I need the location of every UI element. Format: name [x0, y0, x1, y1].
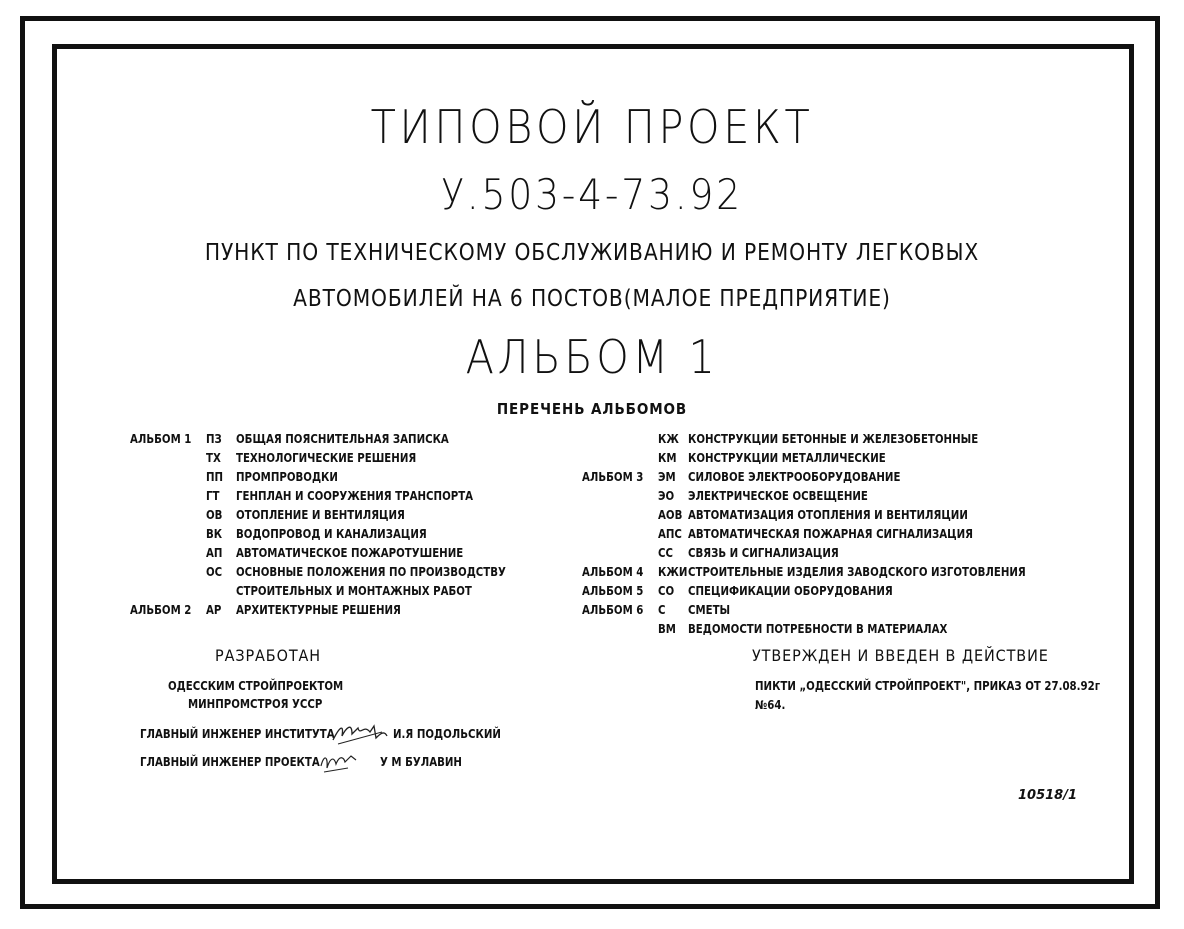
section-description: СПЕЦИФИКАЦИИ ОБОРУДОВАНИЯ	[688, 584, 893, 598]
section-description: АВТОМАТИЧЕСКАЯ ПОЖАРНАЯ СИГНАЛИЗАЦИЯ	[688, 527, 974, 541]
section-code: ЭМ	[658, 470, 676, 484]
album-label: АЛЬБОМ 5	[582, 584, 644, 598]
section-code: АП	[206, 546, 223, 560]
chief-engineer-institute-name: И.Я ПОДОЛЬСКИЙ	[393, 727, 501, 741]
signature-project-icon	[318, 748, 360, 776]
signature-institute-icon	[330, 718, 390, 748]
section-code: КЖИ	[658, 565, 688, 579]
section-code: ПЗ	[206, 432, 222, 446]
section-description: СМЕТЫ	[688, 603, 731, 617]
project-description-line2: АВТОМОБИЛЕЙ НА 6 ПОСТОВ(МАЛОЕ ПРЕДПРИЯТИЕ)	[293, 286, 891, 312]
section-description: ОСНОВНЫЕ ПОЛОЖЕНИЯ ПО ПРОИЗВОДСТВУ	[236, 565, 506, 579]
album-heading: АЛЬБОМ 1	[465, 330, 719, 384]
title-typical-project: ТИПОВОЙ ПРОЕКТ	[370, 100, 814, 154]
section-code: ГТ	[206, 489, 220, 503]
album-label: АЛЬБОМ 6	[582, 603, 644, 617]
album-label: АЛЬБОМ 2	[130, 603, 192, 617]
albums-list-title: ПЕРЕЧЕНЬ АЛЬБОМОВ	[496, 400, 688, 418]
section-code: ОВ	[206, 508, 223, 522]
section-description: АВТОМАТИЧЕСКОЕ ПОЖАРОТУШЕНИЕ	[236, 546, 464, 560]
section-description: ОТОПЛЕНИЕ И ВЕНТИЛЯЦИЯ	[236, 508, 405, 522]
archive-number: 10518/1	[1018, 788, 1078, 803]
section-description: КОНСТРУКЦИИ МЕТАЛЛИЧЕСКИЕ	[688, 451, 886, 465]
section-code: ВМ	[658, 622, 676, 636]
section-code: КЖ	[658, 432, 679, 446]
section-description: ВЕДОМОСТИ ПОТРЕБНОСТИ В МАТЕРИАЛАХ	[688, 622, 948, 636]
section-code: ЭО	[658, 489, 675, 503]
section-code: ПП	[206, 470, 224, 484]
section-description: СТРОИТЕЛЬНЫХ И МОНТАЖНЫХ РАБОТ	[236, 584, 472, 598]
section-code: ТХ	[206, 451, 221, 465]
album-label: АЛЬБОМ 3	[582, 470, 644, 484]
section-code: ОС	[206, 565, 223, 579]
album-label: АЛЬБОМ 4	[582, 565, 644, 579]
section-code: СО	[658, 584, 675, 598]
section-code: КМ	[658, 451, 677, 465]
section-code: СС	[658, 546, 673, 560]
section-code: ВК	[206, 527, 223, 541]
section-description: АРХИТЕКТУРНЫЕ РЕШЕНИЯ	[236, 603, 401, 617]
approved-order-line1: ПИКТИ „ОДЕССКИЙ СТРОЙПРОЕКТ", ПРИКАЗ ОТ 27.08.92г	[755, 679, 1101, 693]
section-description: ОБЩАЯ ПОЯСНИТЕЛЬНАЯ ЗАПИСКА	[236, 432, 449, 446]
section-description: ПРОМПРОВОДКИ	[236, 470, 338, 484]
section-description: СТРОИТЕЛЬНЫЕ ИЗДЕЛИЯ ЗАВОДСКОГО ИЗГОТОВЛЕНИЯ	[688, 565, 1026, 579]
project-number: У.503-4-73.92	[441, 170, 743, 219]
section-description: ЭЛЕКТРИЧЕСКОЕ ОСВЕЩЕНИЕ	[688, 489, 868, 503]
section-description: СВЯЗЬ И СИГНАЛИЗАЦИЯ	[688, 546, 839, 560]
developed-org-1: ОДЕССКИМ СТРОЙПРОЕКТОМ	[168, 679, 344, 693]
chief-engineer-project-name: У М БУЛАВИН	[380, 755, 462, 769]
developed-title: РАЗРАБОТАН	[215, 646, 321, 665]
developed-org-2: МИНПРОМСТРОЯ УССР	[188, 697, 323, 711]
section-description: КОНСТРУКЦИИ БЕТОННЫЕ И ЖЕЛЕЗОБЕТОННЫЕ	[688, 432, 979, 446]
chief-engineer-institute-role: ГЛАВНЫЙ ИНЖЕНЕР ИНСТИТУТА	[140, 727, 335, 741]
section-description: АВТОМАТИЗАЦИЯ ОТОПЛЕНИЯ И ВЕНТИЛЯЦИИ	[688, 508, 968, 522]
section-code: С	[658, 603, 666, 617]
approved-title: УТВЕРЖДЕН И ВВЕДЕН В ДЕЙСТВИЕ	[752, 646, 1049, 665]
section-description: ГЕНПЛАН И СООРУЖЕНИЯ ТРАНСПОРТА	[236, 489, 474, 503]
section-description: ВОДОПРОВОД И КАНАЛИЗАЦИЯ	[236, 527, 427, 541]
section-code: АОВ	[658, 508, 683, 522]
project-description-line1: ПУНКТ ПО ТЕХНИЧЕСКОМУ ОБСЛУЖИВАНИЮ И РЕМОНТУ ЛЕГКОВЫХ	[204, 240, 980, 266]
chief-engineer-project-role: ГЛАВНЫЙ ИНЖЕНЕР ПРОЕКТА	[140, 755, 320, 769]
album-label: АЛЬБОМ 1	[130, 432, 192, 446]
section-description: ТЕХНОЛОГИЧЕСКИЕ РЕШЕНИЯ	[236, 451, 417, 465]
approved-order-line2: №64.	[755, 698, 786, 712]
section-description: СИЛОВОЕ ЭЛЕКТРООБОРУДОВАНИЕ	[688, 470, 901, 484]
section-code: АР	[206, 603, 222, 617]
section-code: АПС	[658, 527, 682, 541]
